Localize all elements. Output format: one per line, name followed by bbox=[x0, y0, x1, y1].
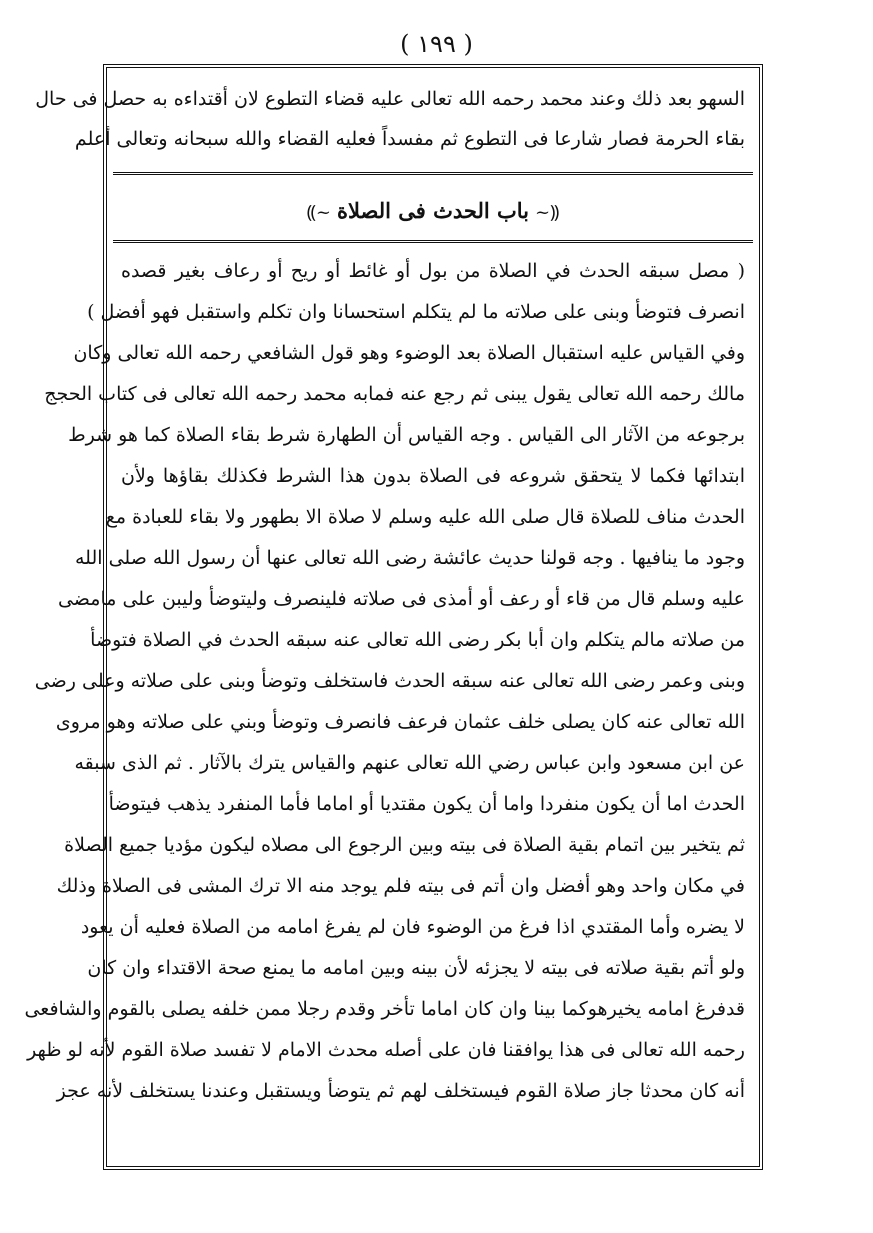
body-line: الحدث مناف للصلاة قال صلى الله عليه وسلم لا صلاة الا بطهور ولا بقاء للعبادة مع bbox=[105, 506, 745, 528]
text-frame bbox=[24, 64, 763, 1170]
body-line: لا يضره وأما المقتدي اذا فرغ من الوضوء فان لم يفرغ امامه من الصلاة فعليه أن يعود bbox=[80, 916, 745, 938]
body-line: وفي القياس عليه استقبال الصلاة بعد الوضوء وهو قول الشافعي رحمه الله تعالى وكان bbox=[73, 342, 745, 364]
ornament-left: ~⸩ bbox=[306, 202, 331, 223]
top-line-2: بقاء الحرمة فصار شارعا فى التطوع ثم مفسداً فعليه القضاء والله سبحانه وتعالى أعلم bbox=[74, 128, 745, 150]
body-line: عن ابن مسعود وابن عباس رضي الله تعالى عنهم والقياس يترك بالآثار . ثم الذى سبقه bbox=[74, 752, 745, 774]
body-line: برجوعه من الآثار الى القياس . وجه القياس أن الطهارة شرط بقاء الصلاة كما هو شرط bbox=[68, 424, 745, 446]
body-line: في مكان واحد وهو أفضل وان أتم فى بيته فلم يوجد منه الا ترك المشى فى الصلاة وذلك bbox=[56, 875, 745, 897]
heading-divider bbox=[113, 240, 753, 243]
body-line: قدفرغ امامه يخيرهوكما بينا وان كان اماما تأخر وقدم رجلا ممن خلفه يصلى بالقوم والشافعى bbox=[24, 998, 745, 1020]
chapter-title: باب الحدث فى الصلاة bbox=[336, 198, 530, 223]
page-number: ( ١٩٩ ) bbox=[400, 30, 473, 58]
body-line: من صلاته مالم يتكلم وان أبا بكر رضى الله تعالى عنه سبقه الحدث في الصلاة فتوضأ bbox=[90, 629, 745, 651]
body-line: الحدث اما أن يكون منفردا واما أن يكون مقتديا أو اماما فأما المنفرد يذهب فيتوضأ bbox=[108, 793, 745, 815]
body-line: أنه كان محدثا جاز صلاة القوم فيستخلف لهم ثم يتوضأ ويستقبل وعندنا يستخلف لأنه عجز bbox=[56, 1080, 745, 1102]
body-line: رحمه الله تعالى فى هذا يوافقنا فان على أصله محدث الامام لا تفسد صلاة القوم لأنه لو ظهر bbox=[27, 1039, 745, 1061]
body-line: ولو أتم بقية صلاته فى بيته لا يجزئه لأن بينه وبين امامه ما يمنع صحة الاقتداء وان كان bbox=[87, 957, 745, 979]
body-line: انصرف فتوضأ وبنى على صلاته ما لم يتكلم استحسانا وان تكلم واستقبل فهو أفضل ) bbox=[87, 301, 745, 323]
body-line: ( مصل سبقه الحدث في الصلاة من بول أو غائط أو ريح أو رعاف بغير قصده bbox=[121, 260, 745, 282]
body-line: ثم يتخير بين اتمام بقية الصلاة فى بيته وبين الرجوع الى مصلاه ليكون مؤديا جميع الصلاة bbox=[64, 834, 745, 856]
body-line: وجود ما ينافيها . وجه قولنا حديث عائشة رضى الله تعالى عنها أن رسول الله صلى الله bbox=[74, 547, 745, 569]
body-line: مالك رحمه الله تعالى يقول يبنى ثم رجع عنه فمابه محمد رحمه الله تعالى فى كتاب الحجج bbox=[44, 383, 745, 405]
chapter-heading bbox=[107, 196, 759, 228]
body-line: وبنى وعمر رضى الله تعالى عنه سبقه الحدث فاستخلف وتوضأ وبنى على صلاته وعلى رضى bbox=[34, 670, 745, 692]
body-line: ابتدائها فكما لا يتحقق شروعه فى الصلاة بدون هذا الشرط فكذلك بقاؤها ولأن bbox=[121, 465, 745, 487]
top-line-1: السهو بعد ذلك وعند محمد رحمه الله تعالى عليه قضاء التطوع لان أقتداءه به حصل فى حال bbox=[35, 88, 745, 110]
ornament-right: ⸨~ bbox=[535, 202, 560, 223]
top-divider bbox=[113, 172, 753, 175]
body-line: الله تعالى عنه كان يصلى خلف عثمان فرعف فانصرف وتوضأ وبني على صلاته وهو مروى bbox=[55, 711, 745, 733]
body-line: عليه وسلم قال من قاء أو رعف أو أمذى فى صلاته فلينصرف وليتوضأ وليبن على مامضى bbox=[57, 588, 745, 610]
